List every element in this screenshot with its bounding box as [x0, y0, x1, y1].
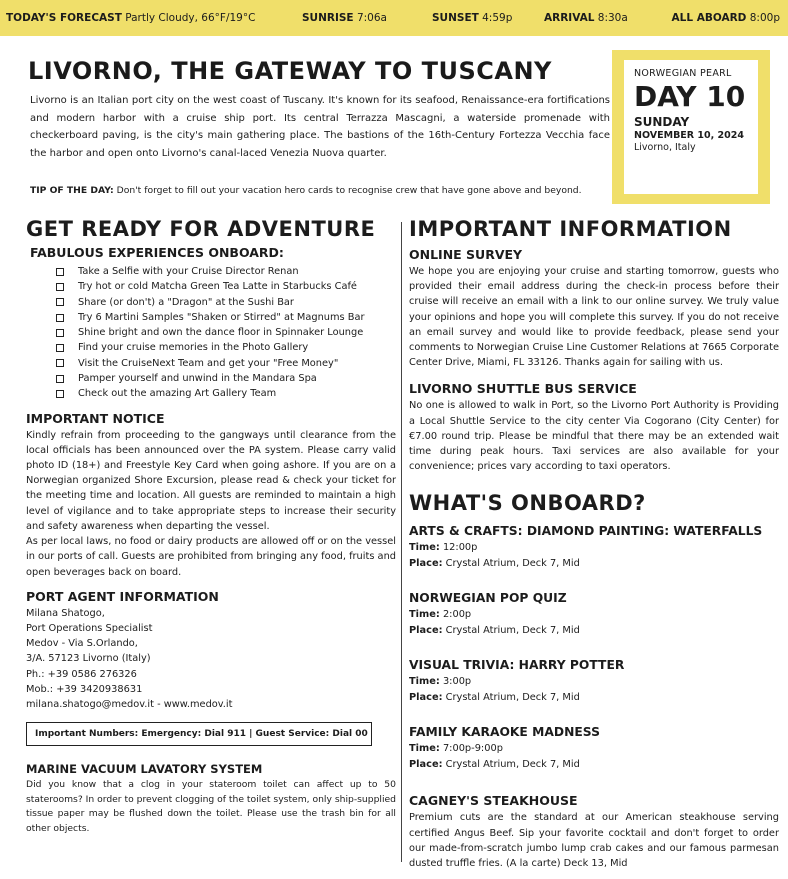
agent-role: Port Operations Specialist: [26, 622, 153, 634]
forecast-value: Partly Cloudy, 66°F/19°C: [125, 12, 256, 24]
agent-name: Milana Shatogo,: [26, 607, 105, 619]
forecast: [6, 12, 296, 24]
arrival-value: 8:30a: [597, 12, 628, 24]
marine-title: MARINE VACUUM LAVATORY SYSTEM: [26, 762, 263, 777]
column-divider: [401, 222, 402, 862]
survey-paragraph: We hope you are enjoying your cruise and starting tomorrow, guests who provided their email address during the check-in process before their cruise will receive an email with a link to our online survey. We truly value your opinions and hope you will complete this survey. If you do not receive an email survey and would like to provide feedback, please send your comments to Norwegian Cruise Line Customer Relations at 7665 Corporate Center Drive, Miami, FL 33126. Thanks again for sailing with us.: [409, 266, 779, 369]
steakhouse-title: CAGNEY'S STEAKHOUSE: [409, 793, 578, 809]
list-item: Visit the CruiseNext Team and get your "Free Money": [56, 356, 396, 371]
agent-mobile: Mob.: +39 3420938631: [26, 683, 143, 695]
arrival-label: ARRIVAL: [544, 12, 595, 24]
checkbox-icon: [56, 359, 64, 367]
tip-label: TIP OF THE DAY:: [30, 185, 114, 196]
event-time: Time: 2:00p: [409, 609, 472, 621]
location: Livorno, Italy: [634, 142, 696, 153]
event-place: Place: Crystal Atrium, Deck 7, Mid: [409, 691, 580, 703]
left-column: [26, 214, 396, 836]
all-aboard: [668, 12, 780, 24]
agent-address-1: Medov - Via S.Orlando,: [26, 638, 138, 650]
event-item: [409, 723, 779, 772]
all-aboard-value: 8:00p: [749, 12, 780, 24]
shuttle-paragraph: No one is allowed to walk in Port, so the Livorno Port Authority is Providing a Local Shuttle Service to the city center Via Cogorano (City Center) for €7.00 round trip. Please be mindful that there may be an extended wait time during peak hours. Taxi services are also available for your convenience; prices vary according to taxi operators.: [409, 400, 779, 473]
important-info-heading: IMPORTANT INFORMATION: [409, 217, 732, 241]
agent-phone: Ph.: +39 0586 276326: [26, 668, 137, 680]
day-number: DAY 10: [634, 80, 746, 113]
event-place: Place: Crystal Atrium, Deck 7, Mid: [409, 758, 580, 770]
day-badge-inner: [624, 60, 758, 194]
checkbox-icon: [56, 298, 64, 306]
list-item: Shine bright and own the dance floor in Spinnaker Lounge: [56, 325, 396, 340]
event-title: VISUAL TRIVIA: HARRY POTTER: [409, 658, 625, 673]
checkbox-icon: [56, 390, 64, 398]
sunrise-value: 7:06a: [356, 12, 387, 24]
day-badge: [612, 50, 770, 204]
experiences-list: [56, 264, 396, 402]
tip-text: Don't forget to fill out your vacation hero cards to recognise crew that have gone above and beyond.: [116, 185, 582, 196]
forecast-bar: [0, 0, 788, 36]
experiences-title: FABULOUS EXPERIENCES ONBOARD:: [30, 245, 284, 260]
arrival: [544, 12, 668, 24]
sunset-label: SUNSET: [432, 12, 479, 24]
list-item: Try hot or cold Matcha Green Tea Latte in Starbucks Café: [56, 279, 396, 294]
event-time: Time: 7:00p-9:00p: [409, 743, 503, 755]
event-title: NORWEGIAN POP QUIZ: [409, 591, 567, 606]
checkbox-icon: [56, 268, 64, 276]
weekday: SUNDAY: [634, 115, 690, 129]
list-item: Pamper yourself and unwind in the Mandara Spa: [56, 371, 396, 386]
event-title: ARTS & CRAFTS: DIAMOND PAINTING: WATERFALLS: [409, 524, 763, 539]
page-title: LIVORNO, THE GATEWAY TO TUSCANY: [28, 57, 552, 85]
tip-of-the-day: [30, 184, 610, 198]
all-aboard-label: ALL ABOARD: [671, 12, 747, 24]
event-time: Time: 12:00p: [409, 542, 478, 554]
sunset: [432, 12, 544, 24]
list-item: Find your cruise memories in the Photo Gallery: [56, 340, 396, 355]
shuttle-title: LIVORNO SHUTTLE BUS SERVICE: [409, 381, 637, 397]
event-item: [409, 522, 779, 571]
list-item: Check out the amazing Art Gallery Team: [56, 386, 396, 401]
event-item: [409, 589, 779, 638]
agent-email: milana.shatogo@medov.it - www.medov.it: [26, 698, 233, 710]
notice-paragraph-1: Kindly refrain from proceeding to the gangways until clearance from the local officials has been announced over the PA system. Please carry valid photo ID (18+) and Freestyle Key Card when going ashore. If you are on a Norwegian organized Shore Excursion, please read & check your ticket for the meeting time and location. All guests are reminded to maintain a high level of vigilance and to take appropriate steps to increase their security and safety awareness when departing the vessel.: [26, 429, 396, 532]
checkbox-icon: [56, 375, 64, 383]
list-item: Try 6 Martini Samples "Shaken or Stirred" at Magnums Bar: [56, 310, 396, 325]
event-title: FAMILY KARAOKE MADNESS: [409, 725, 600, 740]
right-column: [409, 214, 779, 871]
sunrise: [302, 12, 432, 24]
event-place: Place: Crystal Atrium, Deck 7, Mid: [409, 624, 580, 636]
agent-address-2: 3/A. 57123 Livorno (Italy): [26, 653, 151, 665]
list-item: Take a Selfie with your Cruise Director Renan: [56, 264, 396, 279]
sunrise-label: SUNRISE: [302, 12, 354, 24]
event-time: Time: 3:00p: [409, 676, 472, 688]
important-numbers-box: Important Numbers: Emergency: Dial 911 | Guest Service: Dial 00: [26, 722, 372, 746]
intro-paragraph: Livorno is an Italian port city on the west coast of Tuscany. It's known for its seafood, Renaissance-era fortifications and modern harbor with a cruise ship port. Its central Terrazza Mascagni, a waterside promenade with checkerboard paving, is the city's main gathering place. The bastions of the 16th-Century Fortezza Vecchia face the harbor and open onto Livorno's canal-laced Venezia Nuova quarter.: [30, 95, 610, 159]
marine-paragraph: Did you know that a clog in your stateroom toilet can affect up to 50 staterooms? In order to prevent clogging of the toilet system, only ship-supplied tissue paper may be flushed down the toilet. Please use the trash bin for all other objects.: [26, 779, 397, 834]
survey-title: ONLINE SURVEY: [409, 247, 523, 262]
checkbox-icon: [56, 314, 64, 322]
checkbox-icon: [56, 329, 64, 337]
checkbox-icon: [56, 344, 64, 352]
adventure-heading: GET READY FOR ADVENTURE: [26, 217, 376, 241]
ship-name: NORWEGIAN PEARL: [634, 68, 732, 79]
onboard-heading: WHAT'S ONBOARD?: [409, 491, 646, 516]
notice-paragraph-2: As per local laws, no food or dairy products are allowed off or on the vessel in our ports of call. Guests are prohibited from bringing any food, fruits and open beverages back on board.: [26, 536, 396, 578]
steakhouse-paragraph: Premium cuts are the standard at our American steakhouse serving certified Angus Beef. Sip your favorite cocktail and don't forget to order our made-from-scratch jumbo lump crab cakes and our famous parmesan dusted truffle fries. (A la carte) Deck 13, Mid: [409, 812, 779, 870]
event-item: [409, 656, 779, 705]
date: NOVEMBER 10, 2024: [634, 130, 744, 141]
forecast-label: TODAY'S FORECAST: [6, 12, 122, 24]
sunset-value: 4:59p: [482, 12, 513, 24]
port-agent-title: PORT AGENT INFORMATION: [26, 588, 219, 604]
event-place: Place: Crystal Atrium, Deck 7, Mid: [409, 557, 580, 569]
list-item: Share (or don't) a "Dragon" at the Sushi Bar: [56, 295, 396, 310]
notice-title: IMPORTANT NOTICE: [26, 410, 165, 426]
port-agent-contact: [26, 606, 396, 712]
checkbox-icon: [56, 283, 64, 291]
